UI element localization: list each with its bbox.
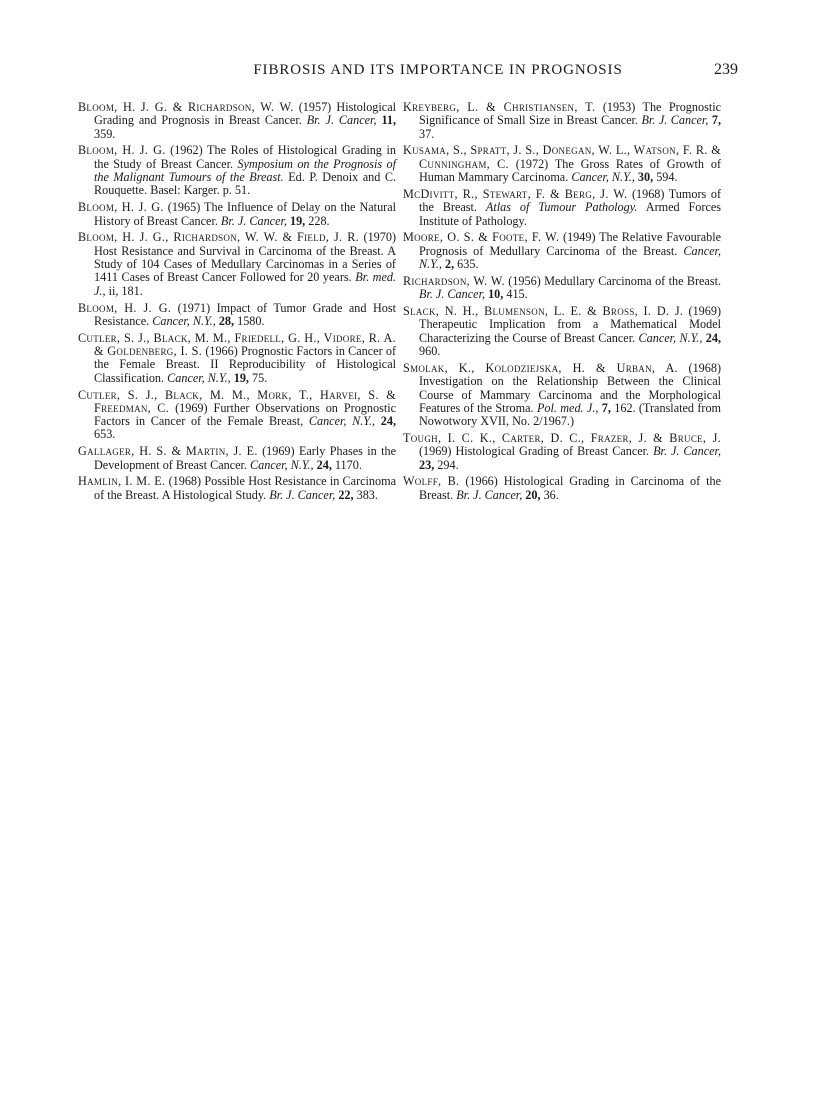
reference-volume: 28, <box>218 313 235 328</box>
reference-journal: Br. J. Cancer, <box>456 487 523 502</box>
reference-authors: Hamlin, I. M. E. <box>78 474 166 489</box>
reference-details: (1969) Further Observations on Prognostic Factors in Cancer of the Female Breast, <box>94 400 397 429</box>
reference-authors: Richardson, W. W. <box>403 273 505 288</box>
reference-details: (1956) Medullary Carcinoma of the Breast. <box>508 273 722 288</box>
running-title: FIBROSIS AND ITS IMPORTANCE IN PROGNOSIS <box>253 62 623 78</box>
reference-journal: Br. J. Cancer, <box>306 113 377 128</box>
reference-item <box>78 445 396 472</box>
reference-pages: 653. <box>94 427 116 442</box>
reference-pages: 75. <box>252 370 268 385</box>
reference-details: (1968) Investigation on the Relationship Between the Clinical Course of Mammary Carcinoma and the Morphological Features of the Stroma. <box>419 360 722 415</box>
reference-journal: Br. J. Cancer, <box>269 487 336 502</box>
references-right-column <box>403 101 721 506</box>
reference-pages: 37. <box>419 126 435 141</box>
reference-details: (1968) Possible Host Resistance in Carcinoma of the Breast. A Histological Study. <box>94 474 397 502</box>
reference-journal: Atlas of Tumour Pathology. <box>485 200 638 215</box>
reference-authors: Gallager, H. S. & Martin, J. E. <box>78 444 258 459</box>
references-left-column <box>78 101 396 506</box>
reference-authors: Kusama, S., Spratt, J. S., Donegan, W. L., Watson, F. R. & Cunningham, C. <box>403 143 721 171</box>
reference-pages: 635. <box>457 257 479 272</box>
reference-pages: 294. <box>437 457 459 472</box>
reference-pages: Armed Forces Institute of Pathology. <box>419 200 722 228</box>
reference-volume: 10, <box>488 287 504 302</box>
reference-authors: Smolak, K., Kolodziejska, H. & Urban, A. <box>403 360 678 375</box>
reference-item <box>78 332 396 385</box>
reference-item <box>403 231 721 271</box>
reference-item <box>403 362 721 428</box>
reference-pages: 415. <box>506 287 528 302</box>
reference-volume: 24, <box>705 330 722 345</box>
reference-authors: Moore, O. S. & Foote, F. W. <box>403 230 560 245</box>
reference-volume: 11, <box>381 113 396 128</box>
reference-pages: 228. <box>308 213 330 228</box>
reference-details: (1969) Therapeutic Implication from a Mathematical Model Characterizing the Course of Breast Cancer. <box>419 304 722 345</box>
reference-details: (1966) Prognostic Factors in Cancer of the Female Breast. II Reproducibility of Histological Classification. <box>94 344 397 385</box>
reference-pages: 1580. <box>237 313 265 328</box>
reference-volume: 2, <box>444 257 455 272</box>
reference-journal: Cancer, N.Y., <box>571 170 635 185</box>
reference-volume: 20, <box>525 487 541 502</box>
reference-details: (1969) Early Phases in the Development of Breast Cancer. <box>94 444 397 472</box>
reference-authors: Wolff, B. <box>403 474 460 489</box>
reference-authors: Slack, N. H., Blumenson, L. E. & Bross, I. D. J. <box>403 304 684 319</box>
reference-volume: 7, <box>711 113 721 128</box>
reference-journal: Cancer, N.Y., <box>638 330 703 345</box>
reference-volume: 24, <box>316 457 332 472</box>
reference-authors: Kreyberg, L. & Christiansen, T. <box>403 100 596 114</box>
reference-volume: 22, <box>338 487 354 502</box>
reference-volume: 7, <box>601 400 611 415</box>
reference-details: (1966) Histological Grading in Carcinoma of the Breast. <box>419 474 722 502</box>
reference-authors: Bloom, H. J. G. <box>78 300 172 315</box>
reference-journal: Br. J. Cancer, <box>641 113 709 128</box>
reference-pages: 594. <box>656 170 678 185</box>
reference-item <box>403 144 721 184</box>
reference-item <box>403 475 721 502</box>
reference-details: (1965) The Influence of Delay on the Natural History of Breast Cancer. <box>94 200 397 228</box>
reference-volume: 23, <box>419 457 435 472</box>
reference-pages: 359. <box>94 126 116 141</box>
reference-item <box>78 302 396 329</box>
reference-journal: Pol. med. J., <box>536 400 599 415</box>
reference-item <box>78 144 396 197</box>
reference-authors: Bloom, H. J. G., Richardson, W. W. & Field, J. R. <box>78 230 359 245</box>
reference-item <box>403 305 721 358</box>
reference-journal: Cancer, N.Y., <box>250 457 314 472</box>
reference-details: (1972) The Gross Rates of Growth of Human Mammary Carcinoma. <box>419 156 722 185</box>
reference-authors: Cutler, S. J., Black, M. M., Friedell, G. H., Vidore, R. A. & Goldenberg, I. S. <box>78 330 396 359</box>
reference-pages: 162. (Translated from Nowotwory XVII, No. 2/1967.) <box>419 400 722 429</box>
reference-item <box>403 188 721 228</box>
reference-authors: Bloom, H. J. G. <box>78 143 166 158</box>
reference-journal: Br. J. Cancer, <box>653 444 721 459</box>
reference-pages: ii, 181. <box>108 283 143 298</box>
reference-volume: 19, <box>233 370 249 385</box>
reference-journal: Br. J. Cancer, <box>220 213 287 228</box>
reference-pages: 36. <box>543 487 559 502</box>
reference-volume: 24, <box>380 414 396 429</box>
reference-journal: Cancer, N.Y., <box>308 414 376 429</box>
reference-authors: Bloom, H. J. G. & Richardson, W. W. <box>78 100 294 114</box>
reference-volume: 30, <box>637 170 654 185</box>
reference-details: (1968) Tumors of the Breast. <box>419 186 721 215</box>
reference-pages: Ed. P. Denoix and C. Rouquette. Basel: Karger. p. 51. <box>94 170 396 198</box>
reference-pages: 960. <box>419 344 441 359</box>
page-header <box>78 62 738 86</box>
reference-authors: Tough, I. C. K., Carter, D. C., Frazer, J. & Bruce, J. <box>403 430 721 445</box>
reference-journal: Br. med. J., <box>94 270 397 298</box>
reference-journal: Symposium on the Prognosis of the Malignant Tumours of the Breast. <box>94 156 396 185</box>
reference-item <box>78 201 396 228</box>
reference-details: (1970) Host Resistance and Survival in Carcinoma of the Breast. A Study of 104 Cases of Medullary Carcinomas in a Series of 1411 Cases of Breast Cancer Followed for 20 years. <box>94 230 397 285</box>
reference-journal: Cancer, N.Y., <box>152 313 216 328</box>
reference-authors: Cutler, S. J., Black, M. M., Mork, T., Harvei, S. & Freedman, C. <box>78 387 396 415</box>
reference-authors: McDivitt, R., Stewart, F. & Berg, J. W. <box>403 186 628 201</box>
reference-details: (1957) Histological Grading and Prognosis in Breast Cancer. <box>94 100 396 128</box>
reference-item <box>403 432 721 472</box>
reference-journal: Cancer, N.Y., <box>167 370 231 385</box>
reference-details: (1962) The Roles of Histological Grading in the Study of Breast Cancer. <box>94 143 397 171</box>
page-number: 239 <box>714 61 738 78</box>
reference-authors: Bloom, H. J. G. <box>78 200 164 215</box>
reference-journal: Br. J. Cancer, <box>419 287 486 302</box>
reference-details: (1971) Impact of Tumor Grade and Host Resistance. <box>94 300 396 328</box>
reference-details: (1969) Histological Grading of Breast Cancer. <box>419 444 650 459</box>
reference-details: (1953) The Prognostic Significance of Small Size in Breast Cancer. <box>419 100 722 128</box>
reference-item <box>78 389 396 442</box>
reference-journal: Cancer, N.Y., <box>419 243 721 272</box>
reference-pages: 383. <box>356 487 378 502</box>
reference-item <box>78 475 396 502</box>
reference-item <box>403 275 721 302</box>
reference-item <box>78 231 396 297</box>
reference-volume: 19, <box>289 213 306 228</box>
reference-pages: 1170. <box>334 457 362 472</box>
reference-details: (1949) The Relative Favourable Prognosis of Medullary Carcinoma of the Breast. <box>419 230 722 258</box>
reference-item <box>403 101 721 141</box>
reference-item <box>78 101 396 141</box>
